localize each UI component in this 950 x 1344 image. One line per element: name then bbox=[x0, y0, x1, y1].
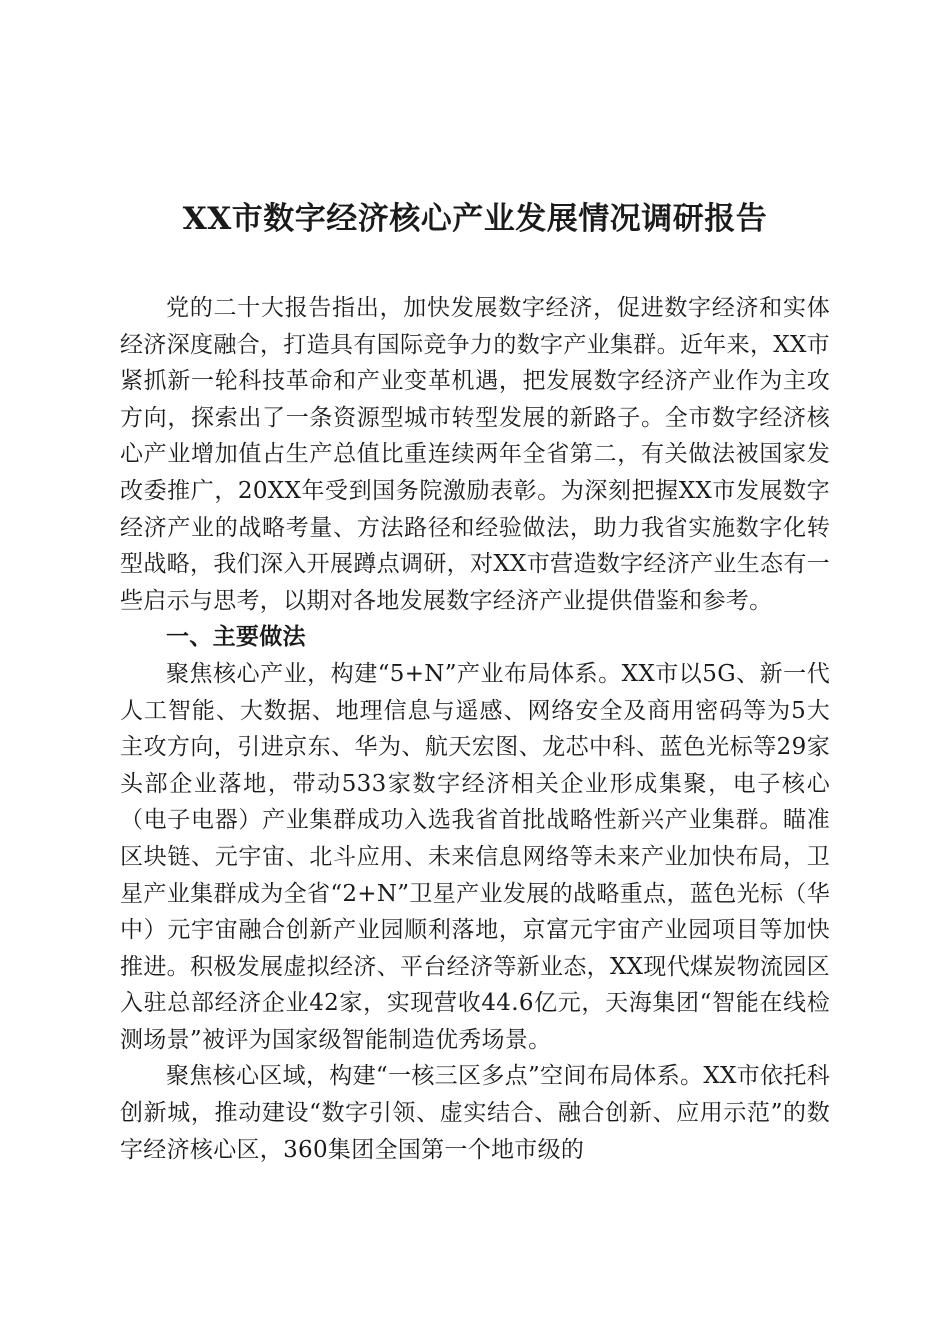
section-heading: 一、主要做法 bbox=[166, 623, 306, 651]
section-paragraph-2: 聚焦核心区域，构建“一核三区多点”空间布局体系。XX市依托科创新城，推动建设“数字引领、虚实结合、融合创新、应用示范”的数字经济核心区，360集团全国第一个地市级的 bbox=[120, 1063, 830, 1163]
intro-paragraph: 党的二十大报告指出，加快发展数字经济，促进数字经济和实体经济深度融合，打造具有国际竞争力的数字产业集群。近年来，XX市紧抓新一轮科技革命和产业变革机遇，把发展数字经济产业作为主攻方向，探索出了一条资源型城市转型发展的新路子。全市数字经济核心产业增加值占生产总值比重连续两年全省第二，有关做法被国家发改委推广，20XX年受到国务院激励表彰。为深刻把握XX市发展数字经济产业的战略考量、方法路径和经验做法，助力我省实施数字化转型战略，我们深入开展蹲点调研，对XX市营造数字经济产业生态有一些启示与思考，以期对各地发展数字经济产业提供借鉴和参考。 bbox=[120, 295, 830, 614]
section-paragraph-1: 聚焦核心产业，构建“5+N”产业布局体系。XX市以5G、新一代人工智能、大数据、地理信息与遥感、网络安全及商用密码等为5大主攻方向，引进京东、华为、航天宏图、龙芯中科、蓝色光标等29家头部企业落地，带动533家数字经济相关企业形成集聚，电子核心（电子电器）产业集群成功入选我省首批战略性新兴产业集群。瞄准区块链、元宇宙、北斗应用、未来信息网络等未来产业加快布局，卫星产业集群成为全省“2+N”卫星产业发展的战略重点，蓝色光标（华中）元宇宙融合创新产业园顺利落地，京富元宇宙产业园项目等加快推进。积极发展虚拟经济、平台经济等新业态，XX现代煤炭物流园区入驻总部经济企业42家，实现营收44.6亿元，天海集团“智能在线检测场景”被评为国家级智能制造优秀场景。 bbox=[120, 660, 830, 1053]
document-body bbox=[120, 290, 830, 1168]
document-title: XX市数字经济核心产业发展情况调研报告 bbox=[182, 201, 768, 237]
